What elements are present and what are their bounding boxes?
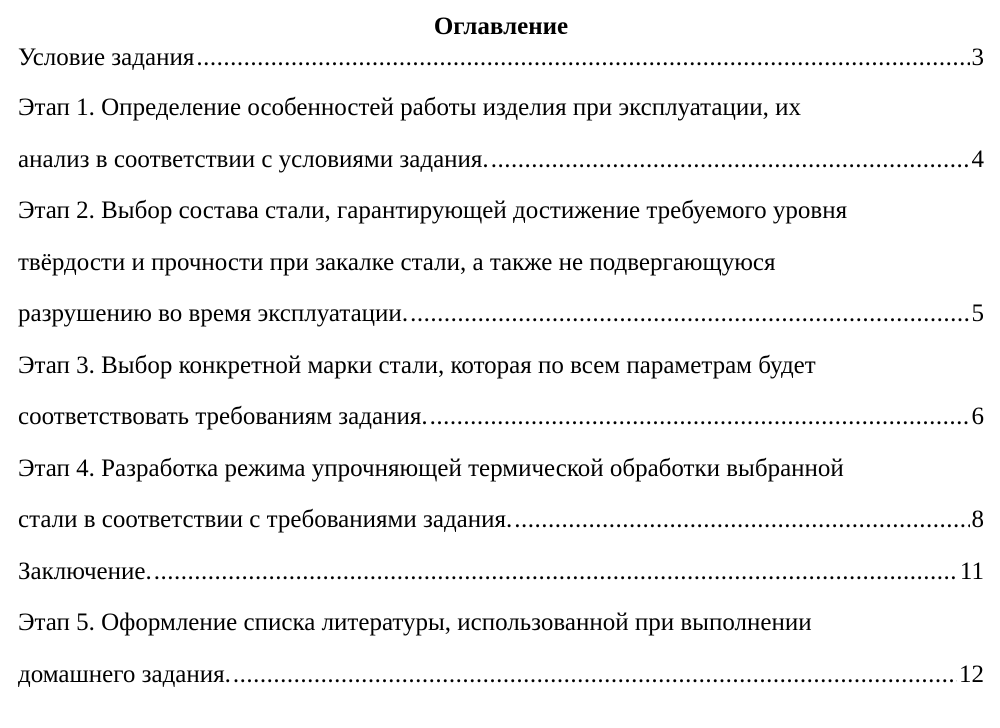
toc-entry-text: твёрдости и прочности при закалке стали, а также не подвергающуюся — [18, 248, 776, 276]
toc-entry-conditions[interactable] — [18, 44, 984, 72]
toc-entry-last-line — [18, 649, 984, 701]
toc-entry-text: Этап 4. Разработка режима упрочняющей термической обработки выбранной — [18, 454, 844, 482]
toc-page-number: 8 — [971, 506, 984, 533]
dot-leader — [154, 546, 958, 598]
toc-page-number: 11 — [959, 557, 984, 585]
dot-leader — [514, 494, 969, 546]
toc-entry-text: Условие задания — [18, 44, 195, 71]
toc-entry-text: соответствовать требованиям задания. — [18, 403, 428, 430]
toc-page-number: 6 — [971, 403, 984, 430]
dot-leader — [196, 44, 969, 72]
toc-entry-stage-2[interactable] — [18, 185, 984, 340]
toc-entry-stage-4[interactable] — [18, 443, 984, 546]
toc-entry-stage-3[interactable] — [18, 340, 984, 443]
toc-entry-text: Заключение. — [18, 557, 152, 585]
toc-entry-text: Этап 5. Оформление списка литературы, использованной при выполнении — [18, 609, 812, 636]
toc-entry-text: разрушению во время эксплуатации. — [18, 300, 409, 327]
toc-page-number: 12 — [959, 660, 984, 688]
toc-entry-text: Этап 1. Определение особенностей работы изделия при эксплуатации, их — [18, 94, 802, 121]
toc-entry-last-line — [18, 44, 984, 72]
toc-entry-stage-5[interactable] — [18, 597, 984, 700]
dot-leader — [233, 649, 957, 701]
toc-page-number: 4 — [971, 145, 984, 173]
toc-entry-last-line — [18, 134, 984, 186]
dot-leader — [410, 288, 969, 340]
toc-entry-text: анализ в соответствии с условиями задания. — [18, 145, 489, 173]
toc-entry-last-line — [18, 288, 984, 340]
toc-entry-stage-1[interactable] — [18, 82, 984, 185]
toc-entry-text: Этап 2. Выбор состава стали, гарантирующей достижение требуемого уровня — [18, 197, 848, 224]
toc-entry-last-line — [18, 494, 984, 546]
toc-title: Оглавление — [433, 13, 569, 40]
toc-entry-conclusion[interactable] — [18, 546, 984, 598]
dot-leader — [430, 391, 970, 443]
toc-entry-last-line — [18, 546, 984, 598]
toc-list — [18, 44, 984, 700]
toc-entry-text: домашнего задания. — [18, 660, 231, 688]
toc-entry-text: стали в соответствии с требованиями задания. — [18, 506, 513, 533]
toc-entry-text: Этап 3. Выбор конкретной марки стали, которая по всем параметрам будет — [18, 351, 816, 379]
toc-entry-last-line — [18, 391, 984, 443]
dot-leader — [491, 134, 970, 186]
toc-page-number: 5 — [971, 300, 984, 327]
toc-page-number: 3 — [971, 44, 984, 71]
